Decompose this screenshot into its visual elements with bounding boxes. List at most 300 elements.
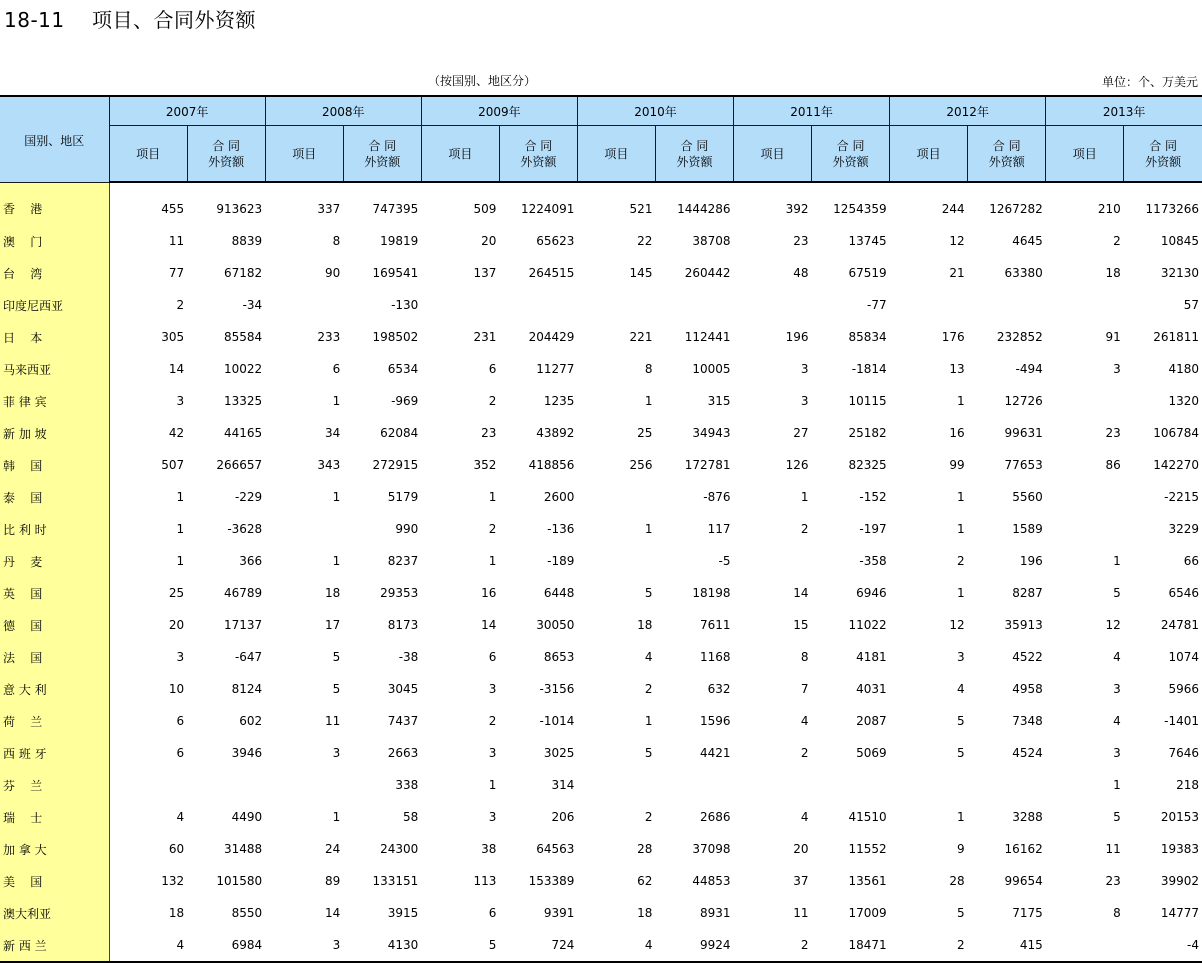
contract-value-cell: 8839 bbox=[231, 234, 263, 248]
contract-value-cell: 18198 bbox=[692, 586, 731, 600]
region-cell: 西 班 牙 bbox=[0, 737, 109, 769]
items-column-header: 项目 bbox=[890, 126, 968, 183]
contract-value-cell: 261811 bbox=[1153, 330, 1199, 344]
contract-value-cell: 264515 bbox=[528, 266, 575, 280]
contract-value-cell bbox=[812, 769, 890, 801]
items-cell: 6 bbox=[176, 746, 185, 760]
unit-label: 单位：个、万美元 bbox=[1101, 75, 1198, 89]
contract-value-cell: 4522 bbox=[1012, 650, 1043, 664]
table-row bbox=[0, 353, 1202, 385]
table-row bbox=[0, 449, 1202, 481]
contract-value-cell: 10115 bbox=[848, 394, 887, 408]
region-cell: 马来西亚 bbox=[0, 353, 109, 385]
contract-value-cell: 8287 bbox=[1012, 586, 1043, 600]
contract-value-cell: 1173266 bbox=[1145, 202, 1199, 216]
items-cell: 14 bbox=[481, 618, 497, 632]
items-column-header: 项目 bbox=[109, 126, 187, 183]
contract-value-cell: 29353 bbox=[380, 586, 419, 600]
items-cell: 3 bbox=[488, 682, 497, 696]
contract-value-cell: 3288 bbox=[1012, 810, 1043, 824]
contract-value-cell: 142270 bbox=[1153, 458, 1199, 472]
contract-value-cell bbox=[968, 769, 1046, 801]
contract-value-cell: 3915 bbox=[387, 906, 419, 920]
items-cell bbox=[577, 769, 655, 801]
contract-value-cell: -1401 bbox=[1164, 714, 1199, 728]
contract-value-cell: 366 bbox=[239, 554, 263, 568]
year-header: 2008年 bbox=[265, 96, 421, 126]
items-cell: 3 bbox=[488, 746, 497, 760]
region-cell: 新 西 兰 bbox=[0, 929, 109, 962]
items-cell: 18 bbox=[168, 906, 185, 920]
contract-value-cell: 1235 bbox=[543, 394, 575, 408]
items-cell: 11 bbox=[1105, 842, 1121, 856]
table-row bbox=[0, 321, 1202, 353]
contract-value-cell: 58 bbox=[403, 810, 419, 824]
contract-value-cell: 16162 bbox=[1004, 842, 1043, 856]
items-cell: 2 bbox=[644, 682, 653, 696]
contract-value-cell: 1320 bbox=[1168, 394, 1199, 408]
table-header bbox=[0, 96, 1202, 182]
region-cell: 加 拿 大 bbox=[0, 833, 109, 865]
region-cell: 英 国 bbox=[0, 577, 109, 609]
contract-value-cell: 12726 bbox=[1004, 394, 1043, 408]
contract-value-cell: 5560 bbox=[1012, 490, 1043, 504]
contract-value-cell: 4524 bbox=[1012, 746, 1043, 760]
items-cell: 11 bbox=[793, 906, 809, 920]
items-cell: 5 bbox=[644, 746, 653, 760]
items-cell: 38 bbox=[481, 842, 497, 856]
region-cell: 比 利 时 bbox=[0, 513, 109, 545]
table-subtitle: （按国别、地区分） bbox=[427, 74, 536, 88]
items-cell bbox=[734, 289, 812, 321]
contract-value-header-line1: 合 同 bbox=[368, 138, 397, 153]
items-cell bbox=[265, 513, 343, 545]
contract-value-cell: -77 bbox=[867, 298, 887, 312]
contract-value-cell: 6448 bbox=[543, 586, 575, 600]
contract-value-cell: 20153 bbox=[1160, 810, 1199, 824]
contract-value-cell: 34943 bbox=[692, 426, 731, 440]
contract-value-cell: 10845 bbox=[1160, 234, 1199, 248]
items-cell: 221 bbox=[629, 330, 653, 344]
items-cell: 126 bbox=[785, 458, 809, 472]
items-cell: 3 bbox=[957, 650, 965, 664]
items-cell bbox=[265, 769, 343, 801]
contract-value-cell: 65623 bbox=[536, 234, 575, 248]
items-cell: 3 bbox=[488, 810, 497, 824]
contract-value-cell: -1014 bbox=[539, 714, 575, 728]
contract-value-cell: 418856 bbox=[528, 458, 575, 472]
contract-value-cell: 35913 bbox=[1004, 618, 1043, 632]
contract-value-cell: 4180 bbox=[1168, 362, 1199, 376]
contract-value-cell: 204429 bbox=[528, 330, 575, 344]
items-cell: 5 bbox=[644, 586, 653, 600]
items-cell: 305 bbox=[161, 330, 185, 344]
contract-value-cell: -130 bbox=[391, 298, 419, 312]
items-cell: 6 bbox=[332, 362, 341, 376]
items-cell: 2 bbox=[800, 522, 809, 536]
items-cell: 89 bbox=[324, 874, 341, 888]
items-cell bbox=[577, 545, 655, 577]
contract-value-cell: 4130 bbox=[343, 929, 421, 962]
items-cell: 3 bbox=[800, 362, 809, 376]
contract-value-cell: 7646 bbox=[1168, 746, 1199, 760]
contract-value-column-header bbox=[343, 126, 421, 183]
table-row bbox=[0, 225, 1202, 257]
contract-value-cell: 4958 bbox=[1012, 682, 1043, 696]
contract-value-cell: 57 bbox=[1183, 298, 1199, 312]
contract-value-cell: 5069 bbox=[856, 746, 887, 760]
items-cell: 231 bbox=[473, 330, 497, 344]
contract-value-cell: 724 bbox=[499, 929, 577, 962]
contract-value-cell: 1267282 bbox=[989, 202, 1043, 216]
items-cell: 20 bbox=[168, 618, 185, 632]
year-header: 2013年 bbox=[1046, 96, 1202, 126]
year-header: 2007年 bbox=[109, 96, 265, 126]
items-cell: 4 bbox=[1113, 714, 1121, 728]
items-cell: 352 bbox=[473, 458, 497, 472]
table-row bbox=[0, 385, 1202, 417]
contract-value-cell: -38 bbox=[398, 650, 419, 664]
contract-value-cell bbox=[187, 769, 265, 801]
items-cell: 12 bbox=[949, 618, 965, 632]
items-cell: 86 bbox=[1105, 458, 1121, 472]
items-cell: 22 bbox=[637, 234, 653, 248]
items-cell: 42 bbox=[168, 426, 185, 440]
contract-value-cell: -3628 bbox=[227, 522, 263, 536]
items-cell: 256 bbox=[629, 458, 653, 472]
table-row bbox=[0, 545, 1202, 577]
contract-value-column-header bbox=[812, 126, 890, 183]
contract-value-cell: -34 bbox=[242, 298, 263, 312]
items-cell: 5 bbox=[332, 682, 341, 696]
items-cell: 14 bbox=[168, 362, 185, 376]
contract-value-cell: 153389 bbox=[528, 874, 575, 888]
contract-value-cell: 2663 bbox=[387, 746, 419, 760]
contract-value-cell: 30050 bbox=[536, 618, 575, 632]
items-cell: 145 bbox=[629, 266, 653, 280]
contract-value-cell: 77653 bbox=[1004, 458, 1043, 472]
contract-value-cell: 37098 bbox=[692, 842, 731, 856]
contract-value-cell: 13325 bbox=[224, 394, 263, 408]
items-cell: 233 bbox=[317, 330, 341, 344]
contract-value-header-line2: 外资额 bbox=[988, 154, 1025, 169]
items-cell: 5 bbox=[957, 746, 965, 760]
region-cell: 菲 律 宾 bbox=[0, 385, 109, 417]
items-cell: 3 bbox=[265, 929, 343, 962]
region-cell: 德 国 bbox=[0, 609, 109, 641]
contract-value-cell: 3025 bbox=[543, 746, 575, 760]
items-cell bbox=[265, 289, 343, 321]
region-cell: 瑞 士 bbox=[0, 801, 109, 833]
items-cell: 2 bbox=[488, 394, 497, 408]
contract-value-cell: -197 bbox=[859, 522, 887, 536]
items-cell: 1 bbox=[332, 394, 341, 408]
contract-value-cell: 82325 bbox=[848, 458, 887, 472]
contract-value-cell: 314 bbox=[551, 778, 575, 792]
region-cell: 澳 门 bbox=[0, 225, 109, 257]
contract-value-cell: 1589 bbox=[1012, 522, 1043, 536]
items-cell: 337 bbox=[317, 202, 341, 216]
contract-value-cell: 913623 bbox=[216, 202, 263, 216]
items-cell bbox=[890, 289, 968, 321]
contract-value-cell: 9391 bbox=[543, 906, 575, 920]
contract-value-cell: -152 bbox=[859, 490, 887, 504]
contract-value-cell: 17137 bbox=[224, 618, 263, 632]
contract-value-header-line1: 合 同 bbox=[524, 138, 553, 153]
contract-value-header-line2: 外资额 bbox=[520, 154, 557, 169]
items-cell: 34 bbox=[324, 426, 341, 440]
contract-value-cell: 6946 bbox=[856, 586, 887, 600]
contract-value-cell: 133151 bbox=[372, 874, 419, 888]
contract-value-header-line2: 外资额 bbox=[676, 154, 713, 169]
contract-value-column-header bbox=[499, 126, 577, 183]
table-row bbox=[0, 609, 1202, 641]
items-cell bbox=[577, 289, 655, 321]
contract-value-cell: 24781 bbox=[1160, 618, 1199, 632]
contract-value-cell: 11022 bbox=[848, 618, 887, 632]
items-cell: 25 bbox=[168, 586, 185, 600]
contract-value-cell: 66 bbox=[1183, 554, 1199, 568]
contract-value-cell: 17009 bbox=[848, 906, 887, 920]
region-cell: 法 国 bbox=[0, 641, 109, 673]
region-column-header: 国别、地区 bbox=[0, 96, 109, 182]
contract-value-cell: 747395 bbox=[372, 202, 419, 216]
contract-value-cell: 85584 bbox=[224, 330, 263, 344]
items-cell: 113 bbox=[473, 874, 497, 888]
items-cell: 1 bbox=[488, 778, 497, 792]
items-cell: 8 bbox=[332, 234, 341, 248]
contract-value-cell: 2600 bbox=[543, 490, 575, 504]
items-cell: 1 bbox=[644, 522, 653, 536]
items-cell: 5 bbox=[957, 906, 965, 920]
contract-value-cell: -229 bbox=[234, 490, 263, 504]
contract-value-cell: 9924 bbox=[655, 929, 733, 962]
contract-value-cell: -2215 bbox=[1164, 490, 1199, 504]
contract-value-cell: 67182 bbox=[224, 266, 263, 280]
contract-value-cell: 272915 bbox=[372, 458, 419, 472]
items-cell: 1 bbox=[176, 554, 185, 568]
items-cell: 14 bbox=[793, 586, 809, 600]
contract-value-cell: 2686 bbox=[699, 810, 731, 824]
contract-value-cell: -4 bbox=[1124, 929, 1202, 962]
items-cell: 1 bbox=[957, 394, 965, 408]
items-cell: 1 bbox=[488, 490, 497, 504]
items-cell: 2 bbox=[488, 714, 497, 728]
contract-value-cell: -358 bbox=[859, 554, 887, 568]
contract-value-cell: 602 bbox=[239, 714, 263, 728]
contract-value-cell: 7437 bbox=[387, 714, 419, 728]
contract-value-cell: 44165 bbox=[224, 426, 263, 440]
contract-value-cell: 7348 bbox=[1012, 714, 1043, 728]
table-row bbox=[0, 737, 1202, 769]
contract-value-header-line2: 外资额 bbox=[832, 154, 869, 169]
contract-value-cell: 5179 bbox=[387, 490, 419, 504]
items-cell: 3 bbox=[332, 746, 341, 760]
contract-value-cell: 24300 bbox=[380, 842, 419, 856]
contract-value-cell: -969 bbox=[391, 394, 419, 408]
region-cell: 澳大利亚 bbox=[0, 897, 109, 929]
contract-value-cell: 62084 bbox=[380, 426, 419, 440]
contract-value-cell: 6546 bbox=[1168, 586, 1199, 600]
items-cell: 4 bbox=[109, 929, 187, 962]
contract-value-cell: 3045 bbox=[387, 682, 419, 696]
contract-value-cell: 11277 bbox=[536, 362, 575, 376]
items-cell: 6 bbox=[488, 906, 497, 920]
contract-value-cell: 172781 bbox=[684, 458, 731, 472]
region-cell: 荷 兰 bbox=[0, 705, 109, 737]
items-cell: 18 bbox=[1105, 266, 1121, 280]
items-cell: 5 bbox=[957, 714, 965, 728]
contract-value-cell: -136 bbox=[547, 522, 575, 536]
contract-value-cell: 43892 bbox=[536, 426, 575, 440]
items-cell: 5 bbox=[421, 929, 499, 962]
contract-value-cell: 18471 bbox=[812, 929, 890, 962]
contract-value-cell: 64563 bbox=[536, 842, 575, 856]
items-cell: 8 bbox=[1113, 906, 1121, 920]
region-cell: 台 湾 bbox=[0, 257, 109, 289]
contract-value-cell: 6984 bbox=[187, 929, 265, 962]
items-column-header: 项目 bbox=[421, 126, 499, 183]
items-cell: 25 bbox=[637, 426, 653, 440]
contract-value-cell: 4031 bbox=[856, 682, 887, 696]
contract-value-cell: 101580 bbox=[216, 874, 263, 888]
items-cell: 4 bbox=[176, 810, 185, 824]
contract-value-cell: 99631 bbox=[1004, 426, 1043, 440]
contract-value-cell: 232852 bbox=[996, 330, 1043, 344]
items-cell: 18 bbox=[637, 906, 653, 920]
contract-value-cell: 13561 bbox=[848, 874, 887, 888]
contract-value-cell: 41510 bbox=[848, 810, 887, 824]
contract-value-cell: 1596 bbox=[699, 714, 731, 728]
contract-value-cell: -5 bbox=[718, 554, 731, 568]
items-cell: 521 bbox=[629, 202, 653, 216]
contract-value-cell: 206 bbox=[551, 810, 575, 824]
items-cell: 6 bbox=[176, 714, 185, 728]
contract-value-cell: 112441 bbox=[684, 330, 731, 344]
items-cell: 1 bbox=[332, 490, 341, 504]
contract-value-cell: 260442 bbox=[684, 266, 731, 280]
year-header: 2010年 bbox=[577, 96, 733, 126]
items-cell: 2 bbox=[734, 929, 812, 962]
contract-value-cell: 10005 bbox=[692, 362, 731, 376]
region-cell: 美 国 bbox=[0, 865, 109, 897]
contract-value-header-line1: 合 同 bbox=[836, 138, 865, 153]
items-cell: 16 bbox=[481, 586, 497, 600]
items-cell bbox=[577, 481, 655, 513]
items-cell: 1 bbox=[332, 554, 341, 568]
items-cell: 91 bbox=[1105, 330, 1121, 344]
items-cell: 196 bbox=[785, 330, 809, 344]
contract-value-cell: 44853 bbox=[692, 874, 731, 888]
items-cell: 11 bbox=[168, 234, 185, 248]
contract-value-header-line1: 合 同 bbox=[1149, 138, 1178, 153]
contract-value-cell: 38708 bbox=[692, 234, 731, 248]
contract-value-cell: 8653 bbox=[543, 650, 575, 664]
items-cell: 18 bbox=[637, 618, 653, 632]
table-row bbox=[0, 801, 1202, 833]
year-header: 2012年 bbox=[890, 96, 1046, 126]
contract-value-cell: 4490 bbox=[231, 810, 263, 824]
contract-value-cell: 338 bbox=[395, 778, 419, 792]
contract-value-cell: 7611 bbox=[699, 618, 731, 632]
items-cell: 8 bbox=[800, 650, 809, 664]
table-row bbox=[0, 673, 1202, 705]
items-cell: 132 bbox=[161, 874, 185, 888]
contract-value-cell: 1168 bbox=[699, 650, 731, 664]
contract-value-cell: -876 bbox=[703, 490, 731, 504]
items-cell: 1 bbox=[332, 810, 341, 824]
items-cell: 1 bbox=[176, 522, 185, 536]
contract-value-cell: 39902 bbox=[1160, 874, 1199, 888]
table-row bbox=[0, 769, 1202, 801]
items-cell: 4 bbox=[957, 682, 965, 696]
items-cell: 2 bbox=[176, 298, 185, 312]
items-cell: 509 bbox=[473, 202, 497, 216]
contract-value-cell: 25182 bbox=[848, 426, 887, 440]
contract-value-cell: -189 bbox=[547, 554, 575, 568]
contract-value-cell: 14777 bbox=[1160, 906, 1199, 920]
contract-value-cell: 19819 bbox=[380, 234, 419, 248]
items-cell: 6 bbox=[488, 362, 497, 376]
contract-value-cell: 10022 bbox=[224, 362, 263, 376]
contract-value-header-line2: 外资额 bbox=[208, 154, 245, 169]
items-cell: 3 bbox=[1113, 682, 1121, 696]
items-cell: 13 bbox=[949, 362, 965, 376]
items-cell: 23 bbox=[481, 426, 497, 440]
region-cell: 香 港 bbox=[0, 182, 109, 225]
items-cell: 3 bbox=[176, 650, 185, 664]
items-cell: 23 bbox=[1105, 426, 1121, 440]
contract-value-cell: 63380 bbox=[1004, 266, 1043, 280]
contract-value-cell: 8124 bbox=[231, 682, 263, 696]
contract-value-header-line1: 合 同 bbox=[212, 138, 241, 153]
items-cell: 21 bbox=[949, 266, 965, 280]
region-cell: 芬 兰 bbox=[0, 769, 109, 801]
items-cell: 17 bbox=[324, 618, 341, 632]
table-row bbox=[0, 865, 1202, 897]
contract-value-cell: 19383 bbox=[1160, 842, 1199, 856]
items-cell: 62 bbox=[637, 874, 653, 888]
contract-value-column-header bbox=[187, 126, 265, 183]
contract-value-cell: -1814 bbox=[851, 362, 887, 376]
table-row bbox=[0, 577, 1202, 609]
contract-value-column-header bbox=[968, 126, 1046, 183]
items-cell: 2 bbox=[957, 554, 965, 568]
items-cell bbox=[1046, 929, 1124, 962]
contract-value-cell: 4421 bbox=[699, 746, 731, 760]
items-cell: 3 bbox=[176, 394, 185, 408]
items-cell: 28 bbox=[949, 874, 965, 888]
items-cell: 12 bbox=[949, 234, 965, 248]
items-cell: 99 bbox=[949, 458, 965, 472]
items-cell: 137 bbox=[473, 266, 497, 280]
items-cell: 2 bbox=[890, 929, 968, 962]
contract-value-cell: 4645 bbox=[1012, 234, 1043, 248]
contract-value-cell: 13745 bbox=[848, 234, 887, 248]
items-cell: 5 bbox=[332, 650, 341, 664]
contract-value-header-line1: 合 同 bbox=[680, 138, 709, 153]
items-cell: 4 bbox=[1113, 650, 1121, 664]
contract-value-cell: -3156 bbox=[539, 682, 575, 696]
items-cell: 1 bbox=[957, 586, 965, 600]
table-row bbox=[0, 641, 1202, 673]
contract-value-cell: -494 bbox=[1015, 362, 1043, 376]
contract-value-cell bbox=[655, 769, 733, 801]
table-row bbox=[0, 897, 1202, 929]
contract-value-cell: 4181 bbox=[856, 650, 887, 664]
items-cell: 1 bbox=[800, 490, 809, 504]
table-row bbox=[0, 513, 1202, 545]
